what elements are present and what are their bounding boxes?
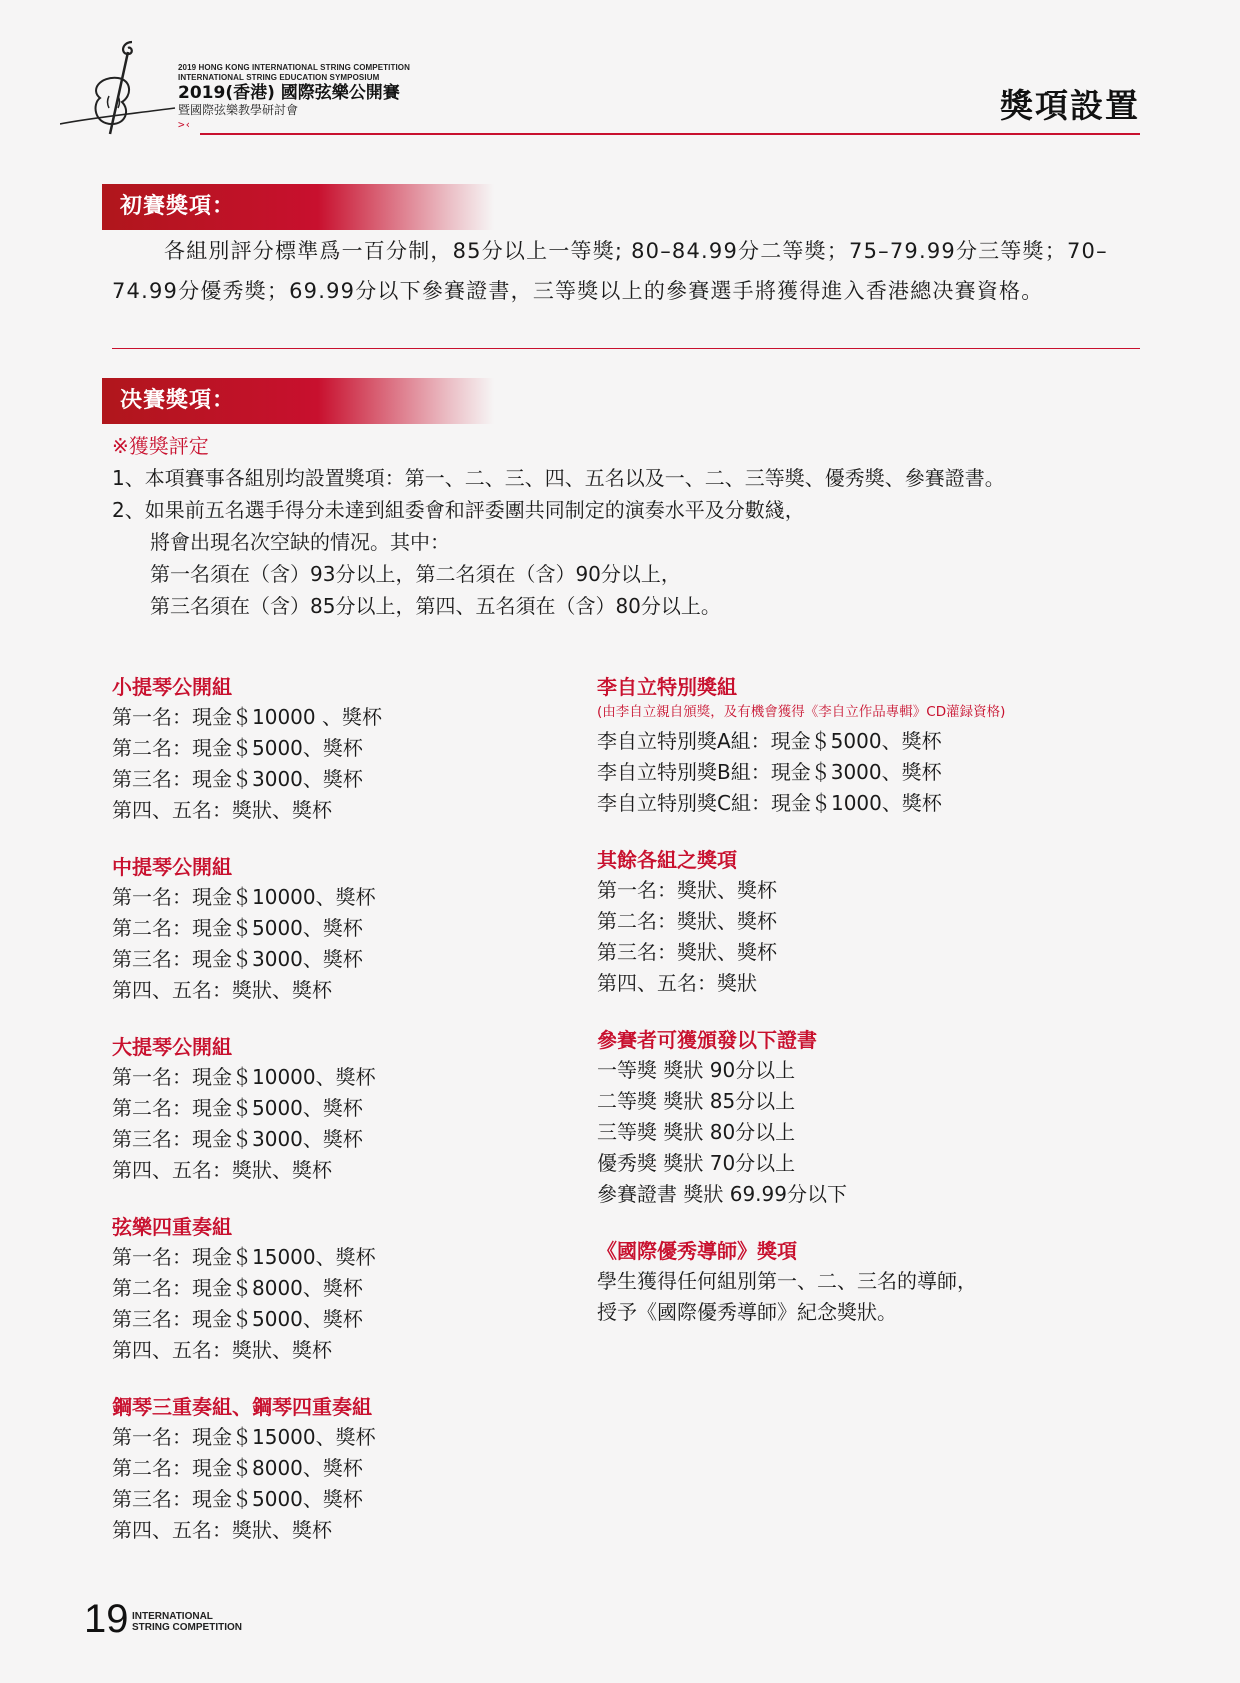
li-special-award-group (597, 672, 1157, 819)
prize-line: 李自立特別獎C組：現金＄1000、獎杯 (597, 791, 942, 815)
prize-line: 第三名：現金＄5000、獎杯 (112, 1307, 363, 1331)
prize-line: 第四、五名：獎狀、獎杯 (112, 1338, 332, 1362)
prize-line: 第四、五名：獎狀、獎杯 (112, 1158, 332, 1182)
prize-line: 三等獎 獎狀 80分以上 (597, 1120, 796, 1144)
prize-line: 第四、五名：獎狀、獎杯 (112, 798, 332, 822)
prelim-paragraph: 各組別評分標準爲一百分制，85分以上一等獎; 80–84.99分二等獎；75–79.99分三等獎；70–74.99分優秀獎；69.99分以下參賽證書，三等獎以上的參賽選手將獲得進入香港總决賽資格。 (112, 239, 1108, 303)
certificates-group (597, 1025, 1157, 1210)
prize-line: 第三名：現金＄3000、獎杯 (112, 767, 363, 791)
prize-column-right (597, 672, 1157, 1354)
prize-line: 第二名：現金＄5000、獎杯 (112, 916, 363, 940)
violin-logo-icon (60, 38, 180, 138)
logo-cn-subtitle: 暨國際弦樂教學研討會 (178, 103, 299, 117)
footer-label (132, 1611, 242, 1633)
prize-line: 第二名：現金＄8000、獎杯 (112, 1276, 363, 1300)
group-title: 參賽者可獲頒發以下證書 (597, 1028, 817, 1052)
prize-line: 李自立特別獎A組：現金＄5000、獎杯 (597, 729, 942, 753)
prize-line: 第四、五名：獎狀 (597, 971, 757, 995)
viola-open-group (112, 852, 672, 1006)
piano-trio-quartet-group (112, 1392, 672, 1546)
logo-mark: >‹ (178, 118, 192, 131)
criteria-line: 第一名須在（含）93分以上，第二名須在（含）90分以上， (150, 562, 681, 586)
criteria-line: 將會出現名次空缺的情况。其中： (150, 530, 450, 554)
prize-line: 第一名：現金＄10000、獎杯 (112, 885, 376, 909)
group-note: (由李自立親自頒獎，及有機會獲得《李自立作品專輯》CD灌録資格) (597, 704, 1006, 720)
prize-line: 第二名：現金＄5000、獎杯 (112, 736, 363, 760)
prize-line: 第三名：現金＄5000、獎杯 (112, 1487, 363, 1511)
prize-line: 第一名：現金＄15000、獎杯 (112, 1425, 376, 1449)
prize-line: 第三名：獎狀、獎杯 (597, 940, 777, 964)
prize-line: 第一名：現金＄10000、獎杯 (112, 1065, 376, 1089)
prize-line: 一等獎 獎狀 90分以上 (597, 1058, 796, 1082)
group-title: 其餘各組之獎項 (597, 848, 737, 872)
prize-line: 第一名：獎狀、獎杯 (597, 878, 777, 902)
prize-line: 第三名：現金＄3000、獎杯 (112, 947, 363, 971)
prize-line: 第二名：現金＄8000、獎杯 (112, 1456, 363, 1480)
group-title: 小提琴公開組 (112, 675, 232, 699)
logo-en-subtitle: INTERNATIONAL STRING EDUCATION SYMPOSIUM (178, 73, 380, 82)
prize-line: 優秀獎 獎狀 70分以上 (597, 1151, 796, 1175)
prize-line: 第四、五名：獎狀、獎杯 (112, 1518, 332, 1542)
prize-line: 第一名：現金＄10000 、獎杯 (112, 705, 382, 729)
prize-line: 第三名：現金＄3000、獎杯 (112, 1127, 363, 1151)
prize-line: 第二名：獎狀、獎杯 (597, 909, 777, 933)
prize-column-left (112, 672, 672, 1572)
footer-line: INTERNATIONAL (132, 1611, 213, 1622)
outstanding-mentor-group (597, 1236, 1157, 1328)
prize-line: 二等獎 獎狀 85分以上 (597, 1089, 796, 1113)
prize-line: 授予《國際優秀導師》紀念獎狀。 (597, 1300, 897, 1324)
string-quartet-group (112, 1212, 672, 1366)
prize-line: 第一名：現金＄15000、獎杯 (112, 1245, 376, 1269)
other-groups-awards (597, 845, 1157, 999)
logo-en-title: 2019 HONG KONG INTERNATIONAL STRING COMPETITION (178, 63, 410, 72)
group-title: 《國際優秀導師》獎項 (597, 1239, 797, 1263)
final-criteria (112, 430, 1005, 622)
criteria-line: 第三名須在（含）85分以上，第四、五名須在（含）80分以上。 (150, 594, 721, 618)
page-title: 獎項設置 (1000, 86, 1140, 125)
page-number: 19 (84, 1597, 129, 1641)
section-divider (112, 348, 1140, 349)
header-divider (200, 133, 1140, 135)
group-title: 弦樂四重奏組 (112, 1215, 232, 1239)
group-title: 大提琴公開組 (112, 1035, 232, 1059)
prelim-banner: 初賽獎項： (102, 184, 494, 230)
logo-cn-title: 2019(香港) 國際弦樂公開賽 (178, 83, 400, 103)
cello-open-group (112, 1032, 672, 1186)
criteria-title: ※獲獎評定 (112, 434, 209, 458)
prize-line: 李自立特別獎B組：現金＄3000、獎杯 (597, 760, 942, 784)
group-title: 中提琴公開組 (112, 855, 232, 879)
violin-open-group (112, 672, 672, 826)
group-title: 李自立特別獎組 (597, 675, 737, 699)
criteria-line: 2、如果前五名選手得分未達到組委會和評委團共同制定的演奏水平及分數綫， (112, 498, 805, 522)
prize-line: 學生獲得任何組別第一、二、三名的導師， (597, 1269, 977, 1293)
prize-line: 參賽證書 獎狀 69.99分以下 (597, 1182, 847, 1206)
prize-line: 第二名：現金＄5000、獎杯 (112, 1096, 363, 1120)
prize-line: 第四、五名：獎狀、獎杯 (112, 978, 332, 1002)
footer-line: STRING COMPETITION (132, 1622, 242, 1633)
group-title: 鋼琴三重奏組、鋼琴四重奏組 (112, 1395, 372, 1419)
criteria-line: 1、本項賽事各組別均設置獎項：第一、二、三、四、五名以及一、二、三等獎、優秀獎、參賽證書。 (112, 466, 1005, 490)
final-banner: 决賽獎項： (102, 378, 494, 424)
logo-text (178, 64, 410, 130)
